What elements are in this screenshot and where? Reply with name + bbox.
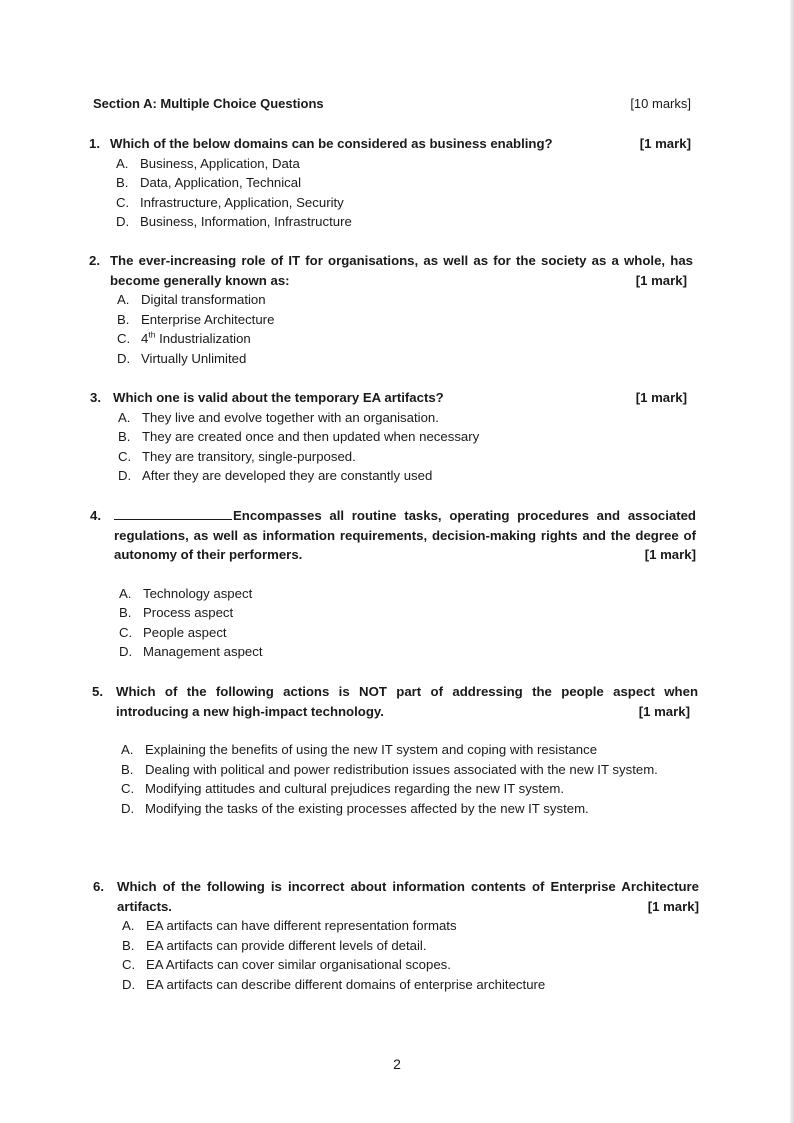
question-number: 3. bbox=[90, 390, 101, 405]
ordinal-suffix: th bbox=[148, 329, 156, 340]
question-6 bbox=[93, 877, 699, 994]
option-list bbox=[122, 916, 699, 994]
question-number: 6. bbox=[93, 879, 104, 894]
question-text: Which one is valid about the temporary EA artifacts? bbox=[113, 390, 444, 405]
option-a bbox=[116, 154, 691, 174]
question-mark: [1 mark] bbox=[638, 703, 690, 719]
question-number: 4. bbox=[90, 508, 101, 523]
option-letter: B. bbox=[121, 761, 134, 777]
option-letter: A. bbox=[118, 409, 131, 425]
section-heading bbox=[93, 96, 691, 111]
question-4 bbox=[90, 506, 696, 662]
option-text: Technology aspect bbox=[143, 585, 253, 601]
option-c bbox=[122, 955, 699, 975]
option-text: After they are developed they are constantly used bbox=[142, 468, 433, 484]
question-text: Which of the below domains can be considered as business enabling? bbox=[110, 136, 553, 151]
option-letter: C. bbox=[117, 331, 131, 347]
option-letter: B. bbox=[122, 937, 135, 953]
option-d bbox=[119, 642, 696, 662]
option-a bbox=[121, 740, 698, 760]
option-text: Business, Application, Data bbox=[140, 155, 300, 171]
option-d bbox=[118, 466, 687, 486]
option-list bbox=[118, 408, 687, 486]
option-text: Virtually Unlimited bbox=[141, 350, 247, 366]
option-letter: B. bbox=[119, 605, 132, 621]
option-letter: A. bbox=[122, 918, 135, 933]
option-letter: B. bbox=[117, 311, 130, 327]
question-number: 5. bbox=[92, 684, 103, 699]
question-3 bbox=[90, 388, 687, 486]
option-text: Process aspect bbox=[143, 605, 234, 621]
option-list bbox=[119, 584, 696, 662]
option-text: Digital transformation bbox=[141, 292, 266, 307]
option-letter: D. bbox=[116, 214, 130, 230]
option-a bbox=[118, 408, 687, 428]
option-c bbox=[118, 447, 687, 467]
option-letter: B. bbox=[118, 429, 131, 445]
option-text: Business, Information, Infrastructure bbox=[140, 214, 352, 230]
option-letter: D. bbox=[121, 800, 135, 816]
answer-blank bbox=[114, 507, 232, 520]
option-c bbox=[116, 193, 691, 213]
question-number: 1. bbox=[89, 136, 100, 151]
option-c bbox=[117, 329, 693, 349]
option-letter: D. bbox=[118, 468, 132, 484]
option-c bbox=[119, 623, 696, 643]
option-text-rest: Industrialization bbox=[155, 331, 251, 347]
option-b bbox=[121, 760, 698, 780]
option-d bbox=[121, 799, 698, 819]
option-text: Enterprise Architecture bbox=[141, 311, 275, 327]
option-c bbox=[121, 779, 698, 799]
question-1-stem bbox=[89, 134, 691, 154]
option-b bbox=[117, 310, 693, 330]
question-text: Which of the following is incorrect about information contents of Enterprise Architecture artifacts. bbox=[117, 879, 699, 914]
option-letter: D. bbox=[117, 350, 131, 366]
page-number: 2 bbox=[393, 1056, 401, 1072]
option-text bbox=[117, 329, 693, 349]
option-text: They are created once and then updated when necessary bbox=[142, 429, 480, 445]
option-text: They live and evolve together with an organisation. bbox=[142, 409, 439, 425]
question-text: The ever-increasing role of IT for organisations, as well as for the society as a whole, has become generally known as: bbox=[110, 253, 693, 288]
option-text: EA artifacts can have different representation formats bbox=[146, 918, 457, 933]
section-marks: [10 marks] bbox=[630, 96, 691, 111]
question-mark: [1 mark] bbox=[647, 898, 699, 914]
option-text: Modifying attitudes and cultural prejudices regarding the new IT system. bbox=[145, 781, 565, 797]
question-2-stem bbox=[89, 251, 693, 290]
question-6-stem bbox=[93, 877, 699, 916]
option-letter: C. bbox=[121, 781, 135, 797]
option-b bbox=[118, 427, 687, 447]
question-mark: [1 mark] bbox=[635, 390, 687, 405]
question-text-wrapper bbox=[90, 506, 696, 565]
question-4-stem bbox=[90, 506, 696, 565]
option-letter: A. bbox=[121, 742, 134, 757]
option-text: EA artifacts can provide different levels of detail. bbox=[146, 937, 427, 953]
option-text: People aspect bbox=[143, 624, 227, 640]
option-letter: A. bbox=[119, 585, 132, 601]
option-d bbox=[116, 212, 691, 232]
option-text: Management aspect bbox=[143, 644, 263, 660]
question-5-stem bbox=[92, 682, 698, 721]
option-text: They are transitory, single-purposed. bbox=[142, 448, 356, 464]
option-b bbox=[122, 936, 699, 956]
option-letter: C. bbox=[118, 448, 132, 464]
question-mark: [1 mark] bbox=[644, 547, 696, 562]
option-b bbox=[119, 603, 696, 623]
option-text: Explaining the benefits of using the new IT system and coping with resistance bbox=[145, 742, 598, 757]
option-letter: B. bbox=[116, 175, 129, 191]
option-letter: C. bbox=[122, 957, 136, 973]
question-1 bbox=[89, 134, 691, 232]
question-number: 2. bbox=[89, 253, 100, 268]
option-letter: C. bbox=[119, 624, 133, 640]
option-letter: D. bbox=[119, 644, 133, 660]
question-mark: [1 mark] bbox=[639, 136, 691, 151]
option-d bbox=[117, 349, 693, 369]
option-text: EA artifacts can describe different domains of enterprise architecture bbox=[146, 976, 546, 992]
option-b bbox=[116, 173, 691, 193]
option-list bbox=[117, 290, 693, 368]
option-a bbox=[117, 290, 693, 310]
scan-page-edge bbox=[790, 0, 794, 1123]
option-d bbox=[122, 975, 699, 995]
question-mark: [1 mark] bbox=[635, 272, 687, 288]
option-text: Data, Application, Technical bbox=[140, 175, 302, 191]
option-letter: A. bbox=[117, 292, 130, 307]
option-letter: A. bbox=[116, 155, 129, 171]
ordinal-number: 4 bbox=[141, 331, 149, 347]
option-letter: C. bbox=[116, 194, 130, 210]
question-text: Encompasses all routine tasks, operating procedures and associated regulations, as well as information requirements, decision-making rights and the degree of autonomy of their performers. bbox=[114, 508, 696, 562]
question-5 bbox=[92, 682, 698, 818]
option-list bbox=[121, 740, 698, 818]
question-3-stem bbox=[90, 388, 687, 408]
option-list bbox=[116, 154, 691, 232]
option-letter: D. bbox=[122, 976, 136, 992]
option-text: EA Artifacts can cover similar organisational scopes. bbox=[146, 957, 451, 973]
question-text: Which of the following actions is NOT part of addressing the people aspect when introducing a new high-impact technology. bbox=[116, 684, 698, 719]
question-2 bbox=[89, 251, 693, 368]
option-a bbox=[119, 584, 696, 604]
option-a bbox=[122, 916, 699, 936]
option-text: Dealing with political and power redistribution issues associated with the new IT system. bbox=[145, 761, 658, 777]
option-text: Infrastructure, Application, Security bbox=[140, 194, 344, 210]
option-text: Modifying the tasks of the existing processes affected by the new IT system. bbox=[145, 800, 589, 816]
section-title: Section A: Multiple Choice Questions bbox=[93, 96, 324, 111]
